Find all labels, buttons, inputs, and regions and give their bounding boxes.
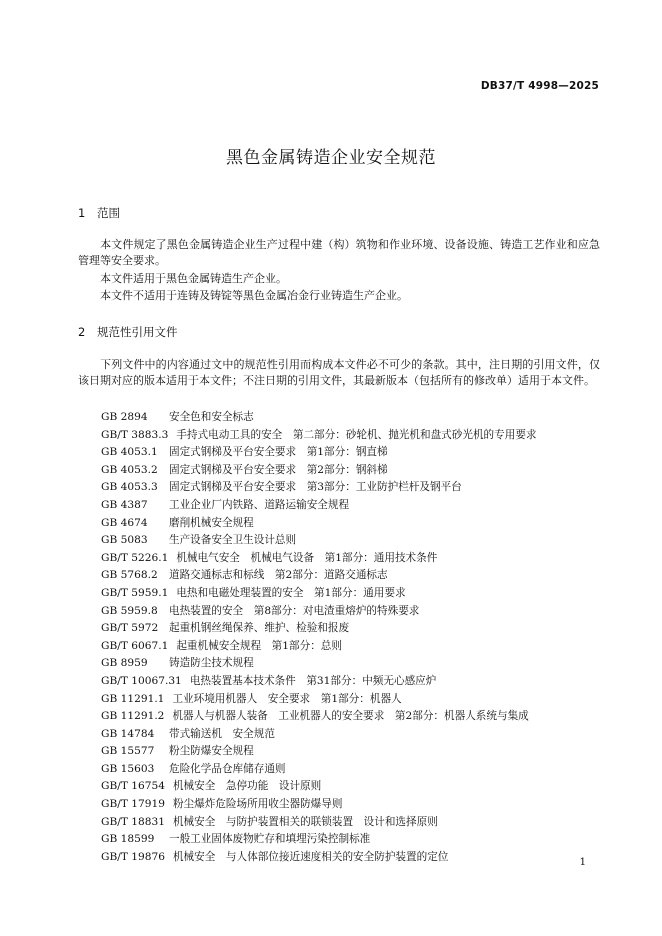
reference-item <box>101 778 601 796</box>
reference-item <box>101 761 601 779</box>
reference-item <box>101 743 601 761</box>
reference-item <box>101 814 601 832</box>
reference-title: 铸造防尘技术规程 <box>169 657 254 670</box>
reference-code: GB 14784 <box>101 727 155 740</box>
reference-code: GB 11291.1 <box>101 692 165 705</box>
reference-title: 起重机械安全规程 第1部分：总则 <box>176 639 342 652</box>
reference-item <box>101 444 601 462</box>
reference-code: GB 18599 <box>101 833 155 846</box>
reference-code: GB/T 18831 <box>101 815 165 828</box>
reference-code: GB/T 17919 <box>101 798 165 811</box>
section-1-heading <box>78 205 120 221</box>
reference-code: GB/T 19876 <box>101 850 165 863</box>
reference-title: 粉尘爆炸危险场所用收尘器防爆导则 <box>172 798 343 811</box>
reference-title: 固定式钢梯及平台安全要求 第1部分：钢直梯 <box>169 446 388 459</box>
reference-item <box>101 796 601 814</box>
page-number: 1 <box>579 857 586 868</box>
reference-title: 电热装置基本技术条件 第31部分：中频无心感应炉 <box>189 674 437 687</box>
reference-title: 手持式电动工具的安全 第二部分：砂轮机、抛光机和盘式砂光机的专用要求 <box>176 428 537 441</box>
scope-paragraph-2: 本文件适用于黑色金属铸造生产企业。 <box>100 272 287 285</box>
section-2-heading <box>78 324 178 340</box>
reference-code: GB 4053.3 <box>101 481 158 494</box>
reference-title: 固定式钢梯及平台安全要求 第2部分：钢斜梯 <box>169 463 388 476</box>
reference-code: GB/T 5959.1 <box>101 586 169 599</box>
reference-title: 机械安全 与防护装置相关的联锁装置 设计和选择原则 <box>172 815 438 828</box>
section-2-number: 2 <box>78 325 86 339</box>
reference-item <box>101 673 601 691</box>
reference-item <box>101 515 601 533</box>
references-intro: 下列文件中的内容通过文中的规范性引用而构成本文件必不可少的条款。其中，注日期的引用文件，仅该日期对应的版本适用于本文件；不注日期的引用文件，其最新版本（包括所有的修改单）适用于本文件。 <box>78 358 600 387</box>
reference-item <box>101 567 601 585</box>
standard-code: DB37/T 4998—2025 <box>480 80 599 92</box>
reference-item <box>101 655 601 673</box>
reference-item <box>101 462 601 480</box>
reference-code: GB 4674 <box>101 516 148 529</box>
reference-code: GB 8959 <box>101 657 148 670</box>
reference-code: GB/T 5972 <box>101 622 159 635</box>
reference-item <box>101 638 601 656</box>
reference-title: 机械安全 与人体部位接近速度相关的安全防护装置的定位 <box>172 850 449 863</box>
reference-item <box>101 479 601 497</box>
reference-item <box>101 585 601 603</box>
reference-title: 机械电气安全 机械电气设备 第1部分：通用技术条件 <box>176 551 438 564</box>
reference-title: 带式输送机 安全规范 <box>169 727 275 740</box>
reference-list <box>101 409 601 866</box>
reference-title: 电热和电磁处理装置的安全 第1部分：通用要求 <box>176 586 406 599</box>
reference-title: 危险化学品仓库储存通则 <box>169 762 286 775</box>
scope-paragraph-1: 本文件规定了黑色金属铸造企业生产过程中建（构）筑物和作业环境、设备设施、铸造工艺作业和应急管理等安全要求。 <box>78 238 600 267</box>
scope-paragraph-3: 本文件不适用于连铸及铸锭等黑色金属冶金行业铸造生产企业。 <box>100 289 408 302</box>
reference-code: GB 5083 <box>101 534 148 547</box>
reference-item <box>101 849 601 867</box>
reference-code: GB 5768.2 <box>101 569 158 582</box>
reference-item <box>101 427 601 445</box>
reference-title: 工业环境用机器人 安全要求 第1部分：机器人 <box>172 692 402 705</box>
reference-code: GB 15603 <box>101 762 155 775</box>
reference-title: 生产设备安全卫生设计总则 <box>169 534 297 547</box>
section-1-number: 1 <box>78 206 86 220</box>
reference-title: 一般工业固体废物贮存和填埋污染控制标准 <box>169 833 371 846</box>
reference-code: GB 4053.2 <box>101 463 158 476</box>
reference-title: 机械安全 急停功能 设计原则 <box>172 780 322 793</box>
section-2-title: 规范性引用文件 <box>97 325 178 339</box>
reference-code: GB/T 6067.1 <box>101 639 169 652</box>
reference-code: GB 5959.8 <box>101 604 158 617</box>
reference-item <box>101 497 601 515</box>
reference-code: GB 11291.2 <box>101 710 165 723</box>
reference-code: GB/T 10067.31 <box>101 674 182 687</box>
reference-title: 电热装置的安全 第8部分：对电渣重熔炉的特殊要求 <box>169 604 420 617</box>
reference-item <box>101 691 601 709</box>
reference-title: 固定式钢梯及平台安全要求 第3部分：工业防护栏杆及钢平台 <box>169 481 462 494</box>
document-title: 黑色金属铸造企业安全规范 <box>226 148 436 168</box>
reference-title: 道路交通标志和标线 第2部分：道路交通标志 <box>169 569 388 582</box>
reference-item <box>101 620 601 638</box>
reference-code: GB 4387 <box>101 498 148 511</box>
reference-code: GB 2894 <box>101 411 148 423</box>
reference-code: GB/T 3883.3 <box>101 428 169 441</box>
reference-item <box>101 831 601 849</box>
reference-title: 粉尘防爆安全规程 <box>169 745 254 758</box>
reference-item <box>101 726 601 744</box>
reference-code: GB 4053.1 <box>101 446 158 459</box>
reference-item <box>101 409 601 427</box>
reference-title: 工业企业厂内铁路、道路运输安全规程 <box>169 498 350 511</box>
reference-title: 安全色和安全标志 <box>169 411 254 423</box>
reference-item <box>101 603 601 621</box>
reference-item <box>101 708 601 726</box>
reference-code: GB/T 5226.1 <box>101 551 169 564</box>
reference-item <box>101 532 601 550</box>
reference-title: 机器人与机器人装备 工业机器人的安全要求 第2部分：机器人系统与集成 <box>172 710 529 723</box>
section-1-title: 范围 <box>97 206 120 220</box>
reference-code: GB 15577 <box>101 745 155 758</box>
reference-item <box>101 550 601 568</box>
reference-title: 起重机钢丝绳保养、维护、检验和报废 <box>169 622 350 635</box>
reference-code: GB/T 16754 <box>101 780 165 793</box>
reference-title: 磨削机械安全规程 <box>169 516 254 529</box>
